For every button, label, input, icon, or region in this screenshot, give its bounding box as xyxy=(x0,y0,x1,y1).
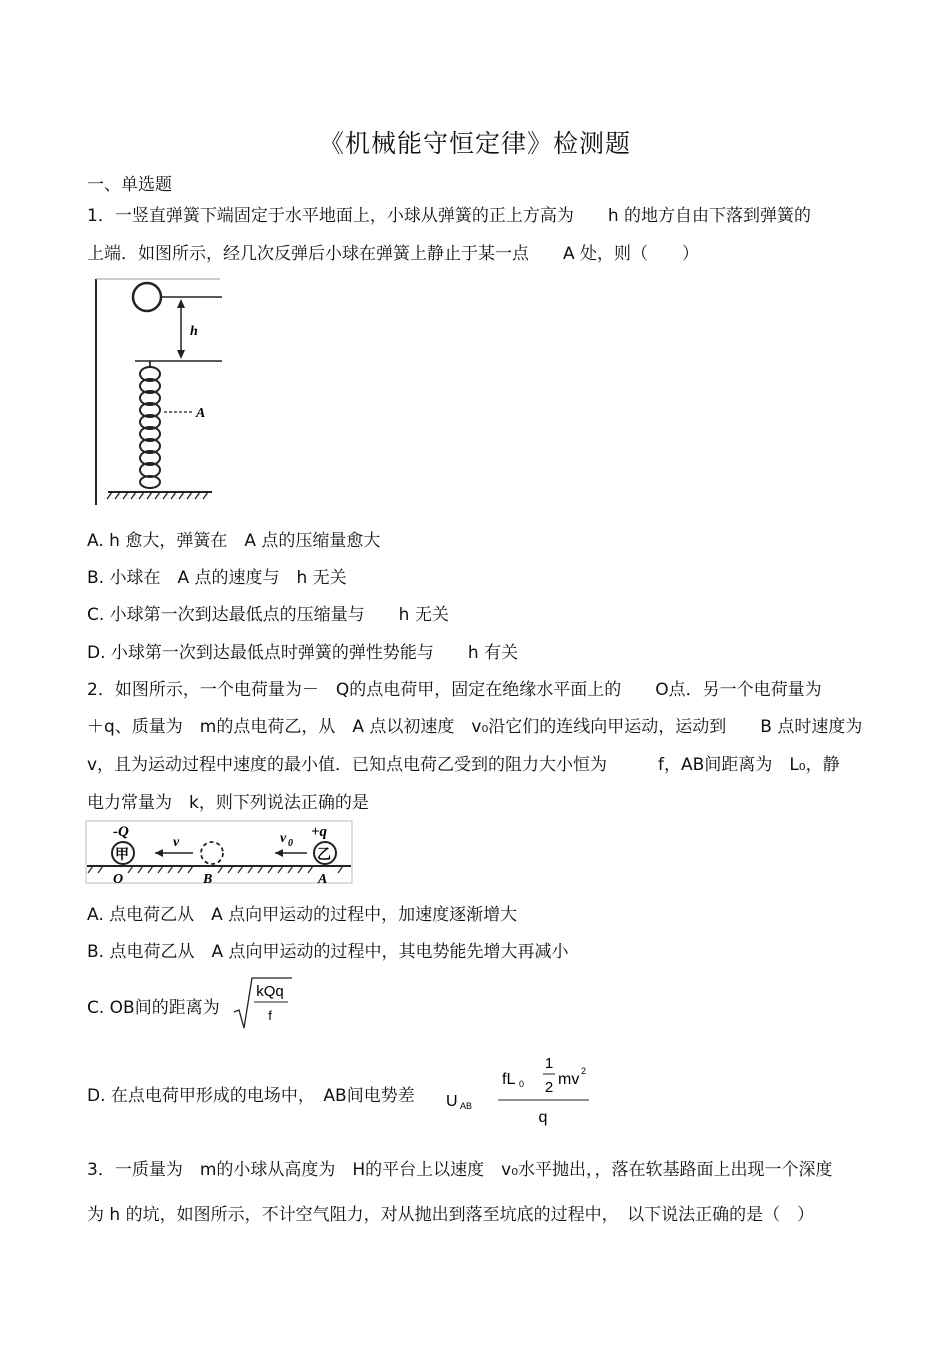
arrow-head-down xyxy=(177,350,185,359)
option-c-sqrt-formula xyxy=(232,972,294,1032)
ground-hatching xyxy=(107,492,208,499)
neg-q-label: -Q xyxy=(113,824,129,840)
page-title: 《机械能守恒定律》检测题 xyxy=(318,129,631,158)
q2-text-line-2: ＋q、质量为 m的点电荷乙，从 A 点以初速度 v₀沿它们的连线向甲运动，运动到 B 点时速度为 xyxy=(87,717,863,737)
jia-label: 甲 xyxy=(115,847,129,863)
q1-option-a: A. h 愈大，弹簧在 A 点的压缩量愈大 xyxy=(87,531,381,551)
a-label: A xyxy=(196,406,206,421)
q2-option-c: C. OB间的距离为 xyxy=(87,998,220,1018)
fl-subscript: 0 xyxy=(519,1079,525,1089)
spring-coils xyxy=(140,367,160,488)
q2-option-a: A. 点电荷乙从 A 点向甲运动的过程中，加速度逐渐增大 xyxy=(87,905,518,925)
v0-subscript: 0 xyxy=(288,838,293,849)
a-label: A xyxy=(318,872,328,886)
q2-option-d: D. 在点电荷甲形成的电场中， AB间电势差 xyxy=(87,1086,415,1106)
mv-superscript: 2 xyxy=(581,1066,587,1076)
arrow-head-up xyxy=(177,299,185,308)
sqrt-numerator: kQq xyxy=(256,983,284,1000)
q2-charges-figure xyxy=(85,820,355,886)
section-heading: 一、单选题 xyxy=(87,175,172,195)
q2-text-line-4: 电力常量为 k，则下列说法正确的是 xyxy=(87,793,369,813)
surface-hatching xyxy=(88,866,343,873)
b-label: B xyxy=(203,872,213,886)
q1-option-d: D. 小球第一次到达最低点时弹簧的弹性势能与 h 有关 xyxy=(87,643,519,663)
half-numerator: 1 xyxy=(544,1055,554,1072)
o-label: O xyxy=(113,872,124,886)
q3-text-line-1: 3．一质量为 m的小球从高度为 H的平台上以速度 v₀水平抛出，，落在软基路面上出现一个深度 xyxy=(87,1160,833,1180)
q2-text-line-1: 2．如图所示，一个电荷量为－ Q的点电荷甲，固定在绝缘水平面上的 O点．另一个电荷量为 xyxy=(87,680,822,700)
q3-text-line-2: 为 h 的坑，如图所示，不计空气阻力，对从抛出到落至坑底的过程中， 以下说法正确的是（ ） xyxy=(87,1205,815,1225)
q2-text-line-3: v，且为运动过程中速度的最小值．已知点电荷乙受到的阻力大小恒为 f，AB间距离为 L₀，静 xyxy=(87,755,840,775)
u-subscript: AB xyxy=(460,1101,473,1111)
q1-spring-figure xyxy=(90,275,225,510)
yi-label: 乙 xyxy=(317,847,331,863)
v0-label: v xyxy=(280,831,287,846)
fl-term: fL xyxy=(502,1071,516,1088)
ball xyxy=(133,283,161,311)
q1-option-c: C. 小球第一次到达最低点的压缩量与 h 无关 xyxy=(87,605,449,625)
half-denominator: 2 xyxy=(544,1079,554,1096)
option-d-formula xyxy=(444,1050,594,1132)
q1-text-line-1: 1．一竖直弹簧下端固定于水平地面上，小球从弹簧的正上方高为 h 的地方自由下落到弹簧的 xyxy=(87,206,811,226)
position-b-circle xyxy=(201,842,223,864)
q1-text-line-2: 上端．如图所示，经几次反弹后小球在弹簧上静止于某一点 A 处，则（ ） xyxy=(87,244,700,264)
mv-term: mv xyxy=(558,1071,580,1088)
v-label: v xyxy=(173,835,180,850)
u-symbol: U xyxy=(446,1093,458,1110)
h-label: h xyxy=(190,324,198,339)
q1-option-b: B. 小球在 A 点的速度与 h 无关 xyxy=(87,568,347,588)
pos-q-label: +q xyxy=(311,824,328,840)
sqrt-denominator: f xyxy=(268,1008,272,1023)
q2-option-b: B. 点电荷乙从 A 点向甲运动的过程中，其电势能先增大再减小 xyxy=(87,942,569,962)
q-denominator: q xyxy=(538,1109,548,1126)
